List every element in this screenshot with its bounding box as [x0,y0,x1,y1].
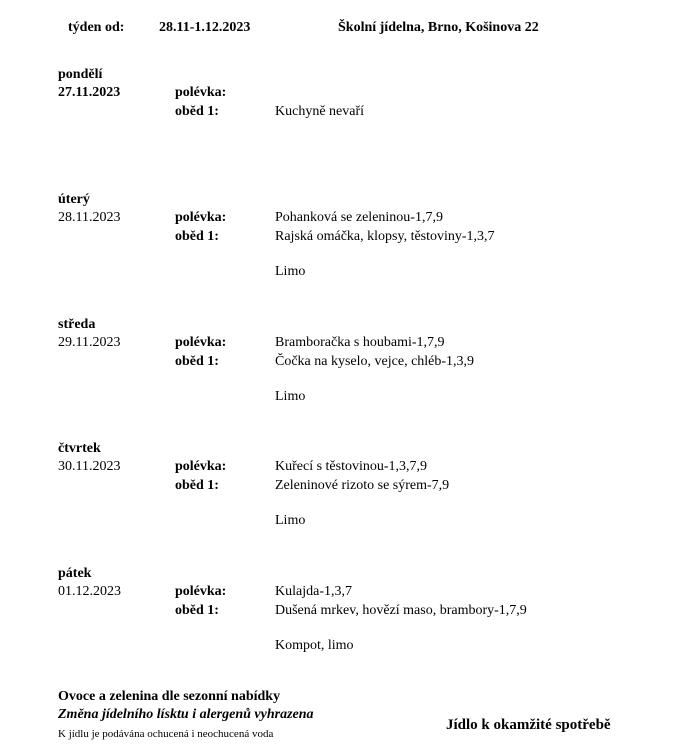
week-range: 28.11-1.12.2023 [159,20,251,35]
main-dish: Kuchyně nevaří [275,104,365,119]
soup-dish: Kuřecí s těstovinou-1,3,7,9 [275,459,428,474]
soup-dish: Bramboračka s houbami-1,7,9 [275,335,445,350]
change-notice: Změna jídelního lísktu i alergenů vyhrazena [58,707,314,722]
main-dish: Dušená mrkev, hovězí maso, brambory-1,7,9 [275,603,527,618]
main-label: oběd 1: [175,478,219,493]
day-name: úterý [58,192,90,207]
soup-dish: Pohanková se zeleninou-1,7,9 [275,210,443,225]
soup-label: polévka: [175,459,227,474]
day-block-monday [0,67,690,187]
main-label: oběd 1: [175,229,219,244]
soup-label: polévka: [175,584,227,599]
day-date: 29.11.2023 [58,335,121,350]
day-name: středa [58,317,96,332]
water-note: K jídlu je podávána ochucená i neochucená voda [58,728,274,740]
day-name: pátek [58,566,92,581]
soup-label: polévka: [175,210,227,225]
day-name: čtvrtek [58,441,101,456]
day-date: 28.11.2023 [58,210,121,225]
main-dish: Čočka na kyselo, vejce, chléb-1,3,9 [275,354,475,369]
consume-notice: Jídlo k okamžité spotřebě [446,717,611,733]
day-block-friday [0,566,690,686]
day-block-wednesday [0,317,690,437]
day-name: pondělí [58,67,103,82]
day-date: 27.11.2023 [58,85,121,100]
canteen-name: Školní jídelna, Brno, Košinova 22 [338,20,539,35]
soup-dish: Kulajda-1,3,7 [275,584,352,599]
main-dish: Rajská omáčka, klopsy, těstoviny-1,3,7 [275,229,495,244]
main-label: oběd 1: [175,104,219,119]
soup-label: polévka: [175,335,227,350]
main-dish: Zeleninové rizoto se sýrem-7,9 [275,478,450,493]
seasonal-note: Ovoce a zelenina dle sezonní nabídky [58,689,281,704]
extra-item: Limo [275,264,306,279]
soup-label: polévka: [175,85,227,100]
week-label: týden od: [68,20,125,35]
extra-item: Limo [275,513,306,528]
day-date: 01.12.2023 [58,584,121,599]
extra-item: Limo [275,389,306,404]
day-block-thursday [0,441,690,561]
day-date: 30.11.2023 [58,459,121,474]
main-label: oběd 1: [175,354,219,369]
day-block-tuesday [0,192,690,312]
main-label: oběd 1: [175,603,219,618]
extra-item: Kompot, limo [275,638,354,653]
